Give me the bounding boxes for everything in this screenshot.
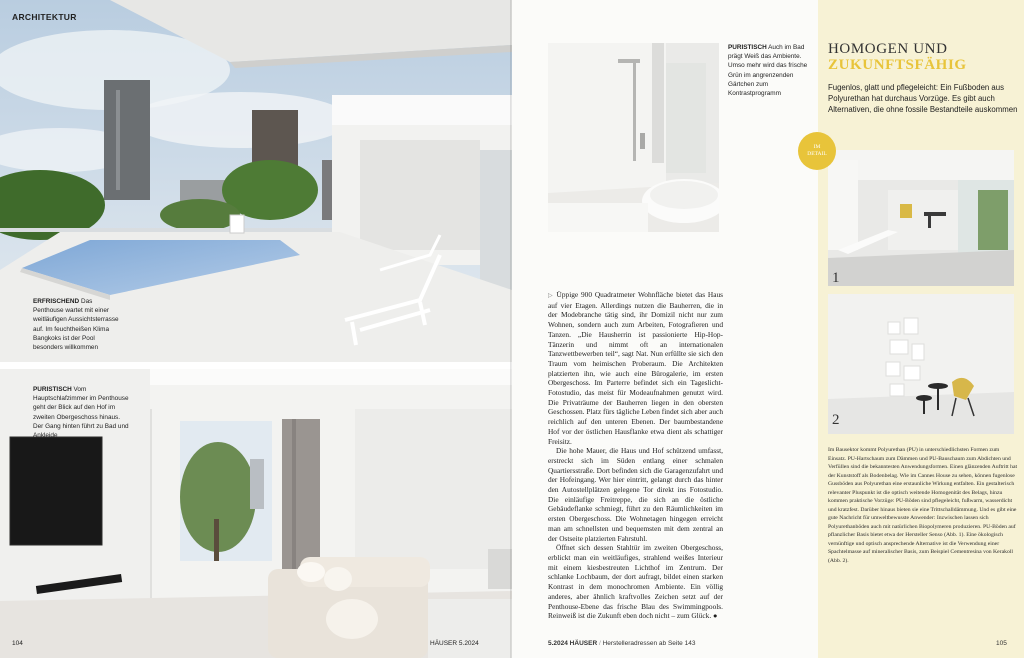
- paragraph-start-icon: ▷: [548, 292, 557, 299]
- sidebar-intro: Fugenlos, glatt und pflegeleicht: Ein Fußboden aus Polyurethan hat durchaus Vorzüge. Es gibt auch Alternativen, die ohne fossile Bestandteile auskommen: [828, 83, 1018, 114]
- footer-magazine: HÄUSER 5.2024: [430, 640, 479, 647]
- figure-2-photo: [828, 294, 1014, 434]
- page-number-left: 104: [12, 640, 23, 647]
- badge-line-2: DETAIL: [807, 150, 827, 157]
- article-body: [548, 290, 723, 621]
- headline-line-1: HOMOGEN UND: [828, 41, 948, 57]
- article-paragraph-1: ▷ Üppige 900 Quadratmeter Wohnfläche bietet das Haus auf vier Etagen. Allerdings nutzen die Bauherren, die in der Modebranche tätig sind, ihr Domizil nicht nur zum Wohnen, sondern auch zum Arbeiten, Fotografieren und Tanzen. „Die Hausherrin ist passionierte Hip-Hop-Tänzerin und nimmt oft an internationalen Tanzwettbewerben teil“, sagt Nat. Nun erfüllte sie sich den Traum vom heimischen Proberaum. Die Architekten platzierten ihn, wie auch eine Bürogalerie, im ersten Obergeschoss. Im Parterre befindet sich ein Tageslicht-Fotostudio, das meist für Modeaufnahmen genutzt wird. Die Privaträume der Bauherren liegen in den obersten Geschossen. Platz fürs tägliche Leben findet sich aber auch reichlich auf den unteren Ebenen. Der baumbestandene Hof vor der östlichen Hausflanke etwa dient als schattiger Freisitz.: [548, 290, 723, 446]
- article-paragraph-2: Die hohe Mauer, die Haus und Hof schützend umfasst, erstreckt sich im Süden entlang einer schmalen Quartiersstraße. Dort befinden sich die Garagenzufahrt und der Hofeingang. Wer hier eintritt, gelangt durch das hinter den Autostellplätzen gelegene Tor direkt ins Fotostudio. Die einläufige Freitreppe, die sich an die östliche Gebäudeflanke schmiegt, führt zu den Räumlichkeiten im ersten Obergeschoss. Die Wohnetagen hingegen erreicht man am schnellsten und bequemsten mit dem zentral an der Ostseite platzierten Fahrstuhl.: [548, 446, 723, 543]
- sidebar-body: Im Bausektor kommt Polyurethan (PU) in unterschiedlichsten Formen zum Einsatz. PU-Hartschaum zum Dämmen und PU-Bauschaum zum Abdichten und Verfüllen sind die bekanntesten Anwendungsformen. Einen glänzenden Auftritt hat der Kunststoff als Bodenbelag. Wie im Cannes House zu sehen, können fugenlose Gussböden aus Polyurethan eine erstaunliche Wirkung entfalten. Ein gestalterisch relevanter Pluspunkt ist die optisch weitende Homogenität des Belags, hinzu kommen praktische Vorzüge: PU-Böden sind pflegeleicht, fußwarm, wasserdicht und kratzfest. Darüber hinaus bieten sie eine Trittschalldämmung. Und es gibt eine gute Nachricht für umweltbewusste Anwender: Inzwischen lassen sich Polyurethanböden auch mit natürlichen Biopolymeren produzieren. PU-Böden auf pflanzlicher Basis bietet etwa der Hersteller Senso (Abb. 1). Eine ökologisch vernünftige und optisch ansprechende Alternative ist die Verwendung einer Spachtelmasse auf mineralischer Basis, zum Beispiel Cementresina von Kerakoll (Abb. 2).: [828, 447, 1018, 564]
- caption-bedroom-text: Vom Hauptschlafzimmer im Penthouse geht der Blick auf den Hof im zweiten Obergeschoss hinaus. Der Gang hinten führt zu Bad und Ankleide: [33, 386, 129, 440]
- caption-bath-lead: PURISTISCH: [728, 44, 767, 51]
- figure-2-number: 2: [832, 412, 840, 428]
- caption-bath: [728, 43, 816, 98]
- footer-issue-text: 5.2024 HÄUSER: [548, 640, 598, 647]
- end-mark-icon: ●: [713, 611, 718, 621]
- im-detail-badge: [798, 132, 836, 170]
- footer-note: Herstelleradressen ab Seite 143: [602, 640, 696, 647]
- figure-1-photo: [828, 150, 1014, 286]
- article-paragraph-3: Öffnet sich dessen Stahltür im zweiten Obergeschoss, erblickt man ein weitläufiges, strahlend weißes Interieur mit einem kiesbestreuten Lichthof im Zentrum. Der schlanke Lochbaum, der dort aufragt, bildet einen starken Kontrast in dem monochromen Ambiente. Ein völlig anderes, aber ähnlich kraftvolles Zeichen setzt auf der Penthouse-Ebene das frische Blau des Swimmingpools. Reinweiß ist die Zukunft eben doch nicht – zum Glück. ●: [548, 543, 723, 621]
- sidebar-box: [818, 0, 1024, 658]
- caption-pool-text: Das Penthouse wartet mit einer weitläufigen Aussichtsterrasse auf. Im feuchtheißen Klima Bangkoks ist der Pool besonders willkommen: [33, 298, 119, 352]
- caption-pool-lead: ERFRISCHEND: [33, 298, 80, 305]
- section-label: ARCHITEKTUR: [12, 12, 77, 22]
- right-page: [512, 0, 1024, 658]
- sidebar-headline: [828, 41, 967, 73]
- caption-pool: [33, 297, 121, 352]
- footer-separator: /: [598, 640, 603, 647]
- figure-1-number: 1: [832, 270, 840, 286]
- footer-issue: [548, 640, 695, 647]
- page-number-right: 105: [996, 640, 1007, 647]
- bathroom-photo: [548, 43, 719, 232]
- caption-bedroom: [33, 385, 129, 440]
- headline-line-2: ZUKUNFTSFÄHIG: [828, 57, 967, 73]
- caption-bedroom-lead: PURISTISCH: [33, 386, 72, 393]
- badge-line-1: IM: [813, 144, 821, 150]
- caption-bath-text: Auch im Bad prägt Weiß das Ambiente. Umso mehr wird das frische Grün im angrenzenden Gärtchen zum Kontrastprogramm: [728, 44, 808, 98]
